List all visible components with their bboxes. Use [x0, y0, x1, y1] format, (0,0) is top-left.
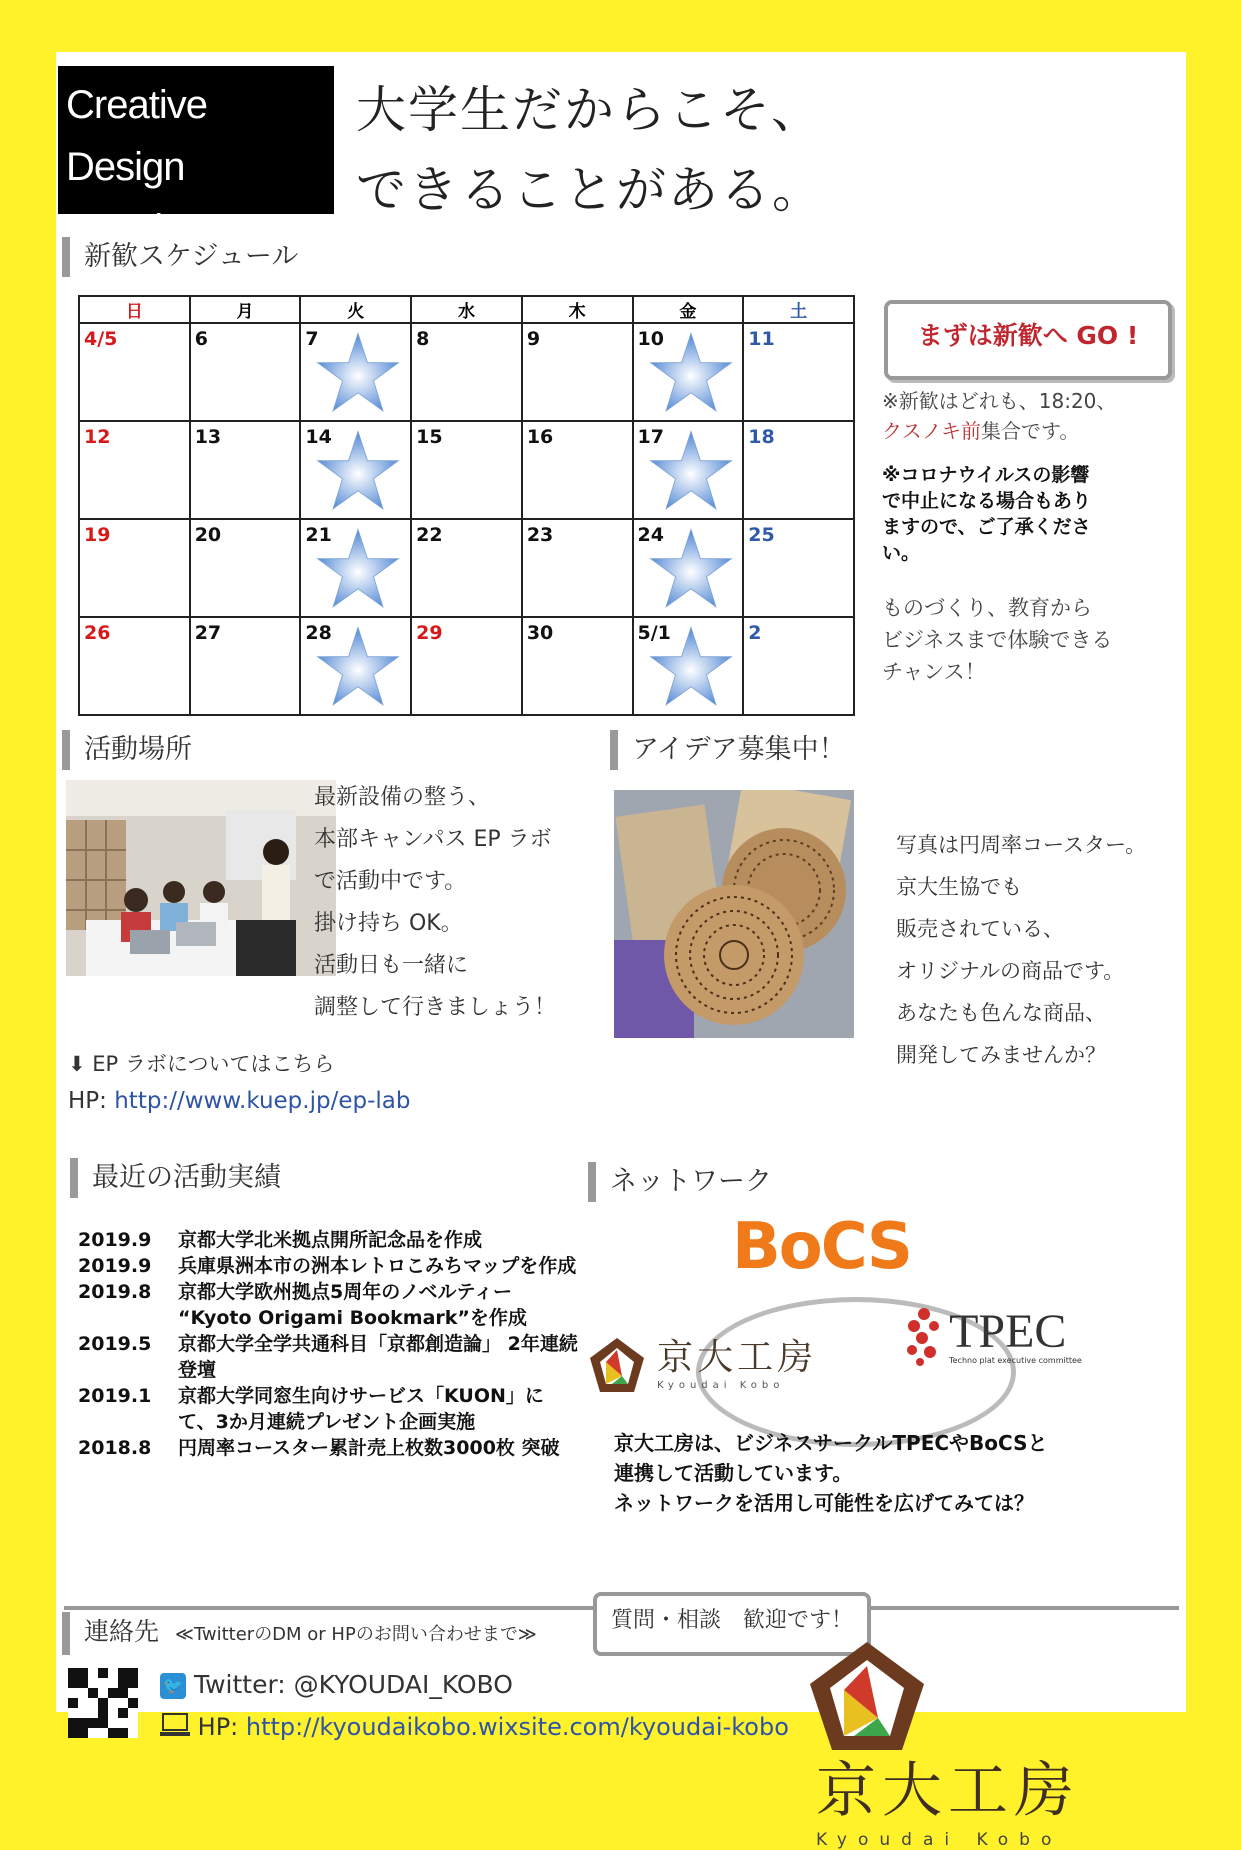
kobo-pentagon-large-icon: [808, 1640, 926, 1752]
calendar-day-number: 12: [84, 426, 111, 448]
kobo-name-large: 京大工房: [816, 1756, 1080, 1826]
event-star-icon: [648, 428, 734, 514]
weekday-header: 火: [300, 296, 411, 323]
go-banner: まずは新歓へ GO !: [884, 300, 1172, 380]
hp-line: HP: http://kyoudaikobo.wixsite.com/kyoudai-kobo: [160, 1712, 789, 1744]
recent-item-desc: 京都大学北米拠点開所記念品を作成: [178, 1229, 483, 1251]
calendar-day-cell: [300, 617, 411, 715]
kobo-sub-small: Kyoudai Kobo: [657, 1380, 785, 1391]
activity-place-line: 活動日も一緒に: [314, 953, 469, 978]
idea-line: あなたも色んな商品、: [896, 1001, 1106, 1025]
calendar-day-cell: [743, 519, 854, 617]
calendar-day-number: 18: [748, 426, 775, 448]
calendar-day-number: 23: [526, 524, 554, 546]
calendar-day-number: 14: [305, 426, 332, 448]
pi-coaster-photo: [614, 790, 854, 1038]
calendar-day-number: 20: [194, 524, 222, 546]
calendar-day-cell: [743, 617, 854, 715]
calendar-day-number: 8: [416, 328, 430, 350]
ep-lab-link-label: ⬇ EP ラボについてはこちら: [68, 1052, 335, 1076]
event-star-icon: [315, 330, 401, 416]
calendar-day-number: 4/5: [84, 328, 118, 350]
calendar-day-number: 6: [194, 328, 208, 350]
weekday-header: 土: [743, 296, 854, 323]
network-title: ネットワーク: [588, 1162, 772, 1202]
calendar-day-number: 30: [526, 622, 554, 644]
calendar-day-number: 19: [84, 524, 111, 546]
twitter-line[interactable]: [160, 1670, 513, 1699]
activity-place-title: 活動場所: [62, 730, 192, 770]
contact-note: ≪TwitterのDM or HPのお問い合わせまで≫: [175, 1624, 537, 1645]
calendar-day-cell: [190, 421, 301, 519]
tpec-dots-icon: [904, 1308, 944, 1366]
headline-line-1: 大学生だからこそ、: [356, 81, 823, 139]
tpec-logo: [904, 1305, 1082, 1366]
idea-line: オリジナルの商品です。: [896, 959, 1125, 983]
calendar-week-row: [79, 323, 854, 421]
event-star-icon: [315, 624, 401, 710]
recent-item-desc: 京都大学全学共通科目「京都創造論」 2年連続登壇: [178, 1333, 578, 1381]
chance-note-line: ビジネスまで体験できる: [882, 628, 1113, 652]
idea-line: 京大生協でも: [896, 875, 1022, 899]
kobo-logo-large: [808, 1640, 1186, 1850]
calendar-day-cell: [743, 421, 854, 519]
recent-item: [78, 1331, 578, 1383]
calendar-day-cell: [633, 617, 744, 715]
ep-lab-url-link[interactable]: http://www.kuep.jp/ep-lab: [114, 1088, 411, 1114]
activity-place-line: 最新設備の整う、: [314, 785, 491, 810]
event-star-icon: [648, 624, 734, 710]
kobo-logo-small: [588, 1336, 817, 1394]
idea-line: 開発してみませんか？: [896, 1043, 1106, 1067]
calendar-day-cell: [300, 519, 411, 617]
corona-note-line: ますので、ご了承くださ: [882, 516, 1091, 538]
calendar-day-number: 7: [305, 328, 319, 350]
gathering-note-line-1: ※新歓はどれも、18:20、: [882, 389, 1117, 413]
weekday-header: 月: [190, 296, 301, 323]
calendar-day-cell: [633, 323, 744, 421]
recent-item-year: 2018.8: [78, 1437, 152, 1459]
calendar-day-cell: [411, 421, 522, 519]
schedule-title: 新歓スケジュール: [62, 237, 298, 277]
recent-item-desc: 京都大学同窓生向けサービス「KUON」にて、3か月連続プレゼント企画実施: [178, 1385, 544, 1433]
calendar-weekday-row: [79, 296, 854, 323]
corona-note-line: い。: [882, 542, 921, 564]
idea-line: 販売されている、: [896, 917, 1064, 941]
calendar-day-cell: [300, 421, 411, 519]
recent-item-year: 2019.1: [78, 1385, 152, 1407]
activity-place-line: 調整して行きましょう！: [314, 995, 557, 1020]
calendar-day-cell: [743, 323, 854, 421]
calendar-day-cell: [522, 519, 633, 617]
weekday-header: 金: [633, 296, 744, 323]
calendar-day-cell: [411, 617, 522, 715]
gathering-place: クスノキ前: [882, 419, 981, 443]
kobo-hp-link[interactable]: http://kyoudaikobo.wixsite.com/kyoudai-kobo: [245, 1713, 789, 1741]
event-star-icon: [648, 526, 734, 612]
calendar-day-number: 15: [416, 426, 443, 448]
idea-line: 写真は円周率コースター。: [896, 833, 1147, 857]
gathering-note-line-2: クスノキ前集合です。: [882, 419, 1080, 443]
calendar-week-row: [79, 617, 854, 715]
calendar-day-number: 26: [84, 622, 111, 644]
calendar-day-cell: [300, 323, 411, 421]
network-text-line: 京大工房は、ビジネスサークルTPECやBoCSと: [614, 1431, 1048, 1455]
calendar-day-cell: [411, 519, 522, 617]
schedule-calendar: [78, 295, 855, 716]
recent-item: [78, 1435, 578, 1461]
corona-note-line: で中止になる場合もあり: [882, 490, 1092, 512]
recent-item-year: 2019.5: [78, 1333, 152, 1355]
calendar-day-number: 29: [416, 622, 443, 644]
calendar-day-cell: [190, 323, 301, 421]
badge-line-1: Creative Design: [66, 83, 207, 189]
calendar-day-cell: [522, 421, 633, 519]
kobo-pentagon-icon: [588, 1336, 646, 1394]
calendar-day-number: 10: [637, 328, 664, 350]
activity-place-line: 掛け持ち OK。: [314, 911, 463, 936]
recent-list: [78, 1227, 578, 1461]
qr-code[interactable]: [68, 1668, 138, 1742]
computer-icon: [160, 1712, 190, 1744]
calendar-day-number: 2: [748, 622, 762, 644]
calendar-day-number: 21: [305, 524, 332, 546]
calendar-day-cell: [79, 617, 190, 715]
chance-note: [882, 592, 1112, 688]
calendar-day-number: 11: [748, 328, 775, 350]
recent-item: [78, 1227, 578, 1253]
event-star-icon: [315, 526, 401, 612]
tpec-name: TPEC: [949, 1305, 1067, 1358]
calendar-day-cell: [190, 519, 301, 617]
recent-item: [78, 1279, 578, 1331]
chance-note-line: チャンス！: [882, 660, 986, 684]
weekday-header: 木: [522, 296, 633, 323]
idea-text: [896, 824, 1146, 1076]
chance-note-line: ものづくり、教育から: [882, 596, 1092, 620]
activity-place-line: 本部キャンパス EP ラボ: [314, 827, 552, 852]
weekday-header: 水: [411, 296, 522, 323]
activity-place-line: で活動中です。: [314, 869, 467, 894]
idea-title: アイデア募集中！: [610, 730, 846, 770]
recent-title: 最近の活動実績: [70, 1158, 281, 1198]
headline-line-2: できることがある。: [356, 161, 824, 219]
calendar-day-number: 5/1: [637, 622, 671, 644]
question-box: 質問・相談 歓迎です！: [593, 1592, 871, 1656]
ep-lab-photo: [66, 780, 336, 976]
calendar-day-number: 27: [194, 622, 222, 644]
calendar-day-number: 13: [194, 426, 222, 448]
contact-title: 連絡先 ≪TwitterのDM or HPのお問い合わせまで≫: [62, 1612, 537, 1655]
weekday-header: 日: [79, 296, 190, 323]
calendar-day-number: 24: [637, 524, 664, 546]
activity-place-text: [314, 777, 556, 1029]
calendar-day-cell: [79, 519, 190, 617]
calendar-day-cell: [79, 323, 190, 421]
calendar-week-row: [79, 421, 854, 519]
calendar-day-cell: [633, 421, 744, 519]
calendar-day-number: 28: [305, 622, 332, 644]
tpec-subtitle: Techno plat executive committee: [949, 1356, 1082, 1365]
flyer-sheet: [56, 52, 1186, 1850]
event-star-icon: [315, 428, 401, 514]
calendar-day-cell: [79, 421, 190, 519]
recent-item: [78, 1383, 578, 1435]
calendar-day-number: 22: [416, 524, 443, 546]
headline: [356, 70, 824, 230]
bocs-logo: BoCS: [732, 1210, 911, 1284]
calendar-day-cell: [633, 519, 744, 617]
network-text-line: ネットワークを活用し可能性を広げてみては？: [614, 1491, 1034, 1515]
kobo-name-small: 京大工房: [657, 1337, 818, 1378]
calendar-body: [79, 323, 854, 715]
calendar-day-cell: [522, 323, 633, 421]
network-text-line: 連携して活動しています。: [614, 1461, 853, 1485]
recent-item-desc: 円周率コースター累計売上枚数3000枚 突破: [178, 1437, 560, 1459]
recent-item-desc: 京都大学欧州拠点5周年のノベルティー “Kyoto Origami Bookmark”を作成: [178, 1281, 527, 1329]
calendar-day-number: 25: [748, 524, 775, 546]
calendar-week-row: [79, 519, 854, 617]
recent-item-year: 2019.9: [78, 1255, 152, 1277]
twitter-bird-icon: 🐦: [160, 1673, 186, 1699]
network-text: [614, 1428, 1047, 1518]
corona-note: [882, 462, 1091, 566]
calendar-day-cell: [190, 617, 301, 715]
kobo-sub-large: Kyoudai Kobo: [816, 1830, 1063, 1850]
ep-lab-hp: HP: http://www.kuep.jp/ep-lab: [68, 1088, 411, 1114]
recent-item-year: 2019.8: [78, 1281, 152, 1303]
calendar-day-cell: [411, 323, 522, 421]
recent-item-desc: 兵庫県洲本市の洲本レトロこみちマップを作成: [178, 1255, 577, 1277]
calendar-day-number: 16: [526, 426, 554, 448]
gathering-note: [882, 386, 1116, 446]
corona-note-line: ※コロナウイルスの影響: [882, 464, 1090, 486]
calendar-day-number: 17: [637, 426, 664, 448]
badge-line-2: ×Business: [66, 207, 243, 251]
recent-item-year: 2019.9: [78, 1229, 152, 1251]
calendar-day-cell: [522, 617, 633, 715]
twitter-handle: Twitter: @KYOUDAI_KOBO: [193, 1670, 513, 1699]
event-star-icon: [648, 330, 734, 416]
calendar-day-number: 9: [526, 328, 541, 350]
recent-item: [78, 1253, 578, 1279]
creative-design-badge: [58, 66, 334, 251]
